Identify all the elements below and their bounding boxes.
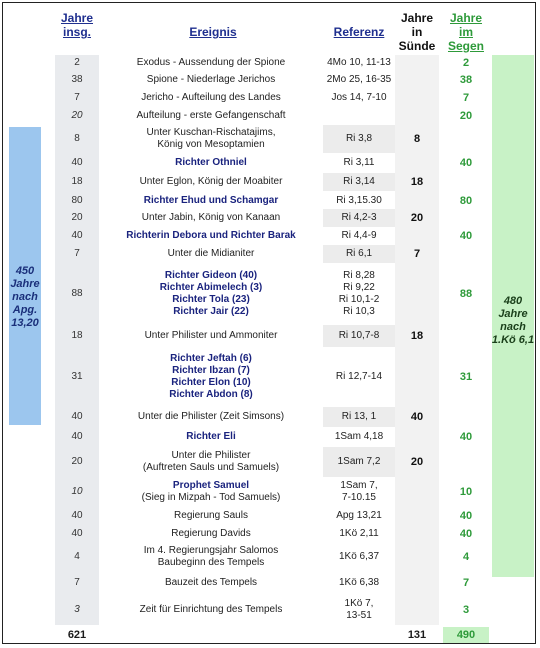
event-cell bbox=[101, 325, 321, 347]
table-row bbox=[3, 263, 537, 325]
blessing-years-cell: 3 bbox=[462, 604, 470, 616]
event-cell bbox=[101, 571, 321, 595]
reference-line: Ri 8,28 bbox=[343, 270, 375, 281]
blessing-years-cell bbox=[443, 407, 489, 427]
left-note-line: nach bbox=[12, 291, 38, 303]
event-line: Prophet Samuel bbox=[172, 480, 250, 491]
table-row bbox=[3, 173, 537, 191]
reference-line: 13-51 bbox=[346, 610, 372, 621]
table-row bbox=[3, 525, 537, 543]
event-line: Unter Kuschan-Rischatajims, bbox=[146, 127, 276, 138]
event-cell bbox=[101, 89, 321, 107]
years-cell: 40 bbox=[71, 431, 83, 442]
years-cell: 3 bbox=[74, 604, 80, 615]
sin-years-cell: 20 bbox=[410, 212, 424, 224]
blessing-years-cell: 7 bbox=[462, 577, 470, 589]
sin-years-cell: 20 bbox=[410, 456, 424, 468]
years-cell: 40 bbox=[71, 411, 83, 422]
reference-cell: Jos 14, 7-10 bbox=[331, 92, 387, 103]
sin-years-cell bbox=[395, 263, 439, 325]
event-cell bbox=[101, 125, 321, 153]
event-line: Regierung Davids bbox=[171, 528, 251, 539]
event-cell bbox=[101, 173, 321, 191]
years-cell: 7 bbox=[74, 248, 80, 259]
reference-cell: 1Kö 6,37 bbox=[338, 551, 380, 562]
years-cell: 7 bbox=[74, 577, 80, 588]
sin-years-cell bbox=[395, 525, 439, 543]
event-line: Baubeginn des Tempels bbox=[157, 557, 265, 568]
event-line: Richter Abimelech (3) bbox=[159, 282, 263, 293]
reference-cell: Ri 12,7-14 bbox=[335, 371, 383, 382]
event-line: Unter Jabin, König von Kanaan bbox=[141, 212, 281, 223]
event-line: Richter Elon (10) bbox=[171, 377, 251, 388]
blessing-years-cell: 38 bbox=[459, 74, 473, 86]
sin-years-cell: 8 bbox=[413, 133, 421, 145]
total-blessing: 490 bbox=[443, 627, 489, 643]
event-line: Im 4. Regierungsjahr Salomos bbox=[143, 545, 279, 556]
reference-cell bbox=[323, 595, 395, 625]
table-row bbox=[3, 543, 537, 571]
event-cell bbox=[101, 55, 321, 71]
blessing-years-cell: 40 bbox=[459, 157, 473, 169]
sin-years-cell bbox=[395, 55, 439, 71]
blessing-years-cell: 4 bbox=[462, 551, 470, 563]
years-cell: 18 bbox=[71, 330, 83, 341]
reference-cell: Ri 10,7-8 bbox=[323, 325, 395, 347]
table-frame bbox=[2, 2, 536, 644]
event-cell bbox=[101, 245, 321, 263]
event-cell bbox=[101, 153, 321, 173]
event-line: Richter Jeftah (6) bbox=[170, 353, 252, 364]
table-row bbox=[3, 227, 537, 245]
sin-years-cell bbox=[395, 71, 439, 89]
header-line: Jahre bbox=[400, 11, 434, 25]
left-note-line: 450 bbox=[15, 265, 35, 277]
table-row bbox=[3, 571, 537, 595]
blessing-years-cell bbox=[443, 125, 489, 153]
years-cell: 10 bbox=[71, 486, 83, 497]
table-row bbox=[3, 427, 537, 447]
sin-years-cell bbox=[395, 571, 439, 595]
blessing-years-cell: 7 bbox=[462, 92, 470, 104]
years-cell: 40 bbox=[71, 510, 83, 521]
table-row bbox=[3, 245, 537, 263]
left-note-line: Apg. bbox=[12, 304, 38, 316]
event-line: Unter die Philister (Zeit Simsons) bbox=[137, 411, 285, 422]
header-referenz: Referenz bbox=[333, 25, 385, 39]
event-line: (Sieg in Mizpah - Tod Samuels) bbox=[141, 492, 281, 503]
years-cell: 40 bbox=[71, 528, 83, 539]
blessing-years-cell bbox=[443, 173, 489, 191]
event-line: Richter Tola (23) bbox=[172, 294, 250, 305]
table-row bbox=[3, 595, 537, 625]
reference-cell: Ri 4,4-9 bbox=[341, 230, 377, 241]
header-jahre-sunde bbox=[395, 11, 439, 53]
reference-line: Ri 10,1-2 bbox=[338, 294, 380, 305]
blessing-years-cell bbox=[443, 209, 489, 227]
reference-line: 1Sam 7, bbox=[340, 480, 378, 491]
event-line: Aufteilung - erste Gefangenschaft bbox=[136, 110, 286, 121]
header-line: Jahre bbox=[60, 11, 94, 25]
event-line: (Auftreten Sauls und Samuels) bbox=[142, 462, 280, 473]
event-cell bbox=[101, 477, 321, 507]
blessing-years-cell: 40 bbox=[459, 528, 473, 540]
event-line: Richter Abdon (8) bbox=[169, 389, 253, 400]
reference-cell: 2Mo 25, 16-35 bbox=[326, 74, 392, 85]
sin-years-cell: 18 bbox=[410, 176, 424, 188]
header-line: Segen bbox=[447, 39, 484, 53]
sin-years-cell bbox=[395, 193, 439, 209]
reference-cell: Ri 6,1 bbox=[323, 245, 395, 263]
sin-years-cell: 40 bbox=[410, 411, 424, 423]
blessing-years-cell: 20 bbox=[459, 110, 473, 122]
event-line: Unter Eglon, König der Moabiter bbox=[139, 176, 283, 187]
years-cell: 88 bbox=[71, 288, 83, 299]
event-line: Spione - Niederlage Jerichos bbox=[146, 74, 276, 85]
event-line: Exodus - Aussendung der Spione bbox=[136, 57, 286, 68]
header-jahre-segen bbox=[443, 11, 489, 53]
reference-cell: Apg 13,21 bbox=[336, 510, 382, 521]
reference-cell: Ri 3,8 bbox=[323, 125, 395, 153]
reference-cell bbox=[323, 107, 395, 125]
reference-cell: 1Sam 7,2 bbox=[323, 447, 395, 477]
event-cell bbox=[101, 347, 321, 407]
reference-cell: 1Kö 2,11 bbox=[339, 528, 379, 539]
years-cell: 7 bbox=[74, 92, 80, 103]
header-jahre-insg bbox=[55, 11, 99, 39]
years-cell: 4 bbox=[74, 551, 80, 562]
reference-cell: 1Sam 4,18 bbox=[334, 431, 384, 442]
event-line: Unter Philister und Ammoniter bbox=[144, 330, 278, 341]
blessing-years-cell: 40 bbox=[459, 230, 473, 242]
header-line: in bbox=[411, 25, 423, 39]
sin-years-cell bbox=[395, 89, 439, 107]
years-cell: 40 bbox=[71, 157, 83, 168]
years-cell: 31 bbox=[71, 371, 83, 382]
table-row bbox=[3, 209, 537, 227]
blessing-years-cell bbox=[443, 325, 489, 347]
table-row bbox=[3, 347, 537, 407]
reference-cell: 1Kö 6,38 bbox=[338, 577, 380, 588]
sin-years-cell bbox=[395, 477, 439, 507]
right-note-line: Jahre bbox=[498, 308, 528, 320]
reference-line: 7-10.15 bbox=[342, 492, 376, 503]
sin-years-cell bbox=[395, 543, 439, 571]
reference-line: Ri 9,22 bbox=[343, 282, 375, 293]
event-line: Richter Othniel bbox=[175, 157, 247, 168]
reference-cell: 4Mo 10, 11-13 bbox=[327, 57, 391, 68]
event-cell bbox=[101, 193, 321, 209]
table-row bbox=[3, 447, 537, 477]
sin-years-cell: 7 bbox=[413, 248, 421, 260]
event-line: Richter Gideon (40) bbox=[164, 270, 258, 281]
reference-cell bbox=[323, 263, 395, 325]
event-line: Richter Ehud und Schamgar bbox=[143, 195, 279, 206]
event-cell bbox=[101, 407, 321, 427]
blessing-years-cell: 88 bbox=[459, 288, 473, 300]
sin-years-cell bbox=[395, 107, 439, 125]
blessing-years-cell: 40 bbox=[459, 431, 473, 443]
blessing-years-cell: 40 bbox=[459, 510, 473, 522]
event-cell bbox=[101, 595, 321, 625]
blessing-years-cell: 31 bbox=[459, 371, 473, 383]
sin-years-cell bbox=[395, 427, 439, 447]
blessing-years-cell bbox=[443, 447, 489, 477]
table-row bbox=[3, 407, 537, 427]
total-years: 621 bbox=[67, 629, 87, 641]
event-line: Regierung Sauls bbox=[174, 510, 248, 521]
event-line: Unter die Midianiter bbox=[167, 248, 255, 259]
header-line: im bbox=[458, 25, 473, 39]
left-note-line: Jahre bbox=[10, 278, 40, 290]
event-cell bbox=[101, 71, 321, 89]
right-note-line: 480 bbox=[503, 295, 523, 307]
table-row bbox=[3, 193, 537, 209]
header-line: insg. bbox=[62, 25, 91, 39]
event-line: Jericho - Aufteilung des Landes bbox=[141, 92, 281, 103]
event-line: Richterin Debora und Richter Barak bbox=[126, 230, 296, 241]
event-line: König von Mesoptamien bbox=[157, 139, 265, 150]
event-line: Bauzeit des Tempels bbox=[164, 577, 258, 588]
reference-line: Ri 10,3 bbox=[343, 306, 375, 317]
reference-cell: Ri 3,15.30 bbox=[336, 195, 382, 206]
reference-cell: Ri 3,14 bbox=[323, 173, 395, 191]
years-cell: 20 bbox=[71, 110, 83, 121]
sin-years-cell bbox=[395, 153, 439, 173]
event-cell bbox=[101, 209, 321, 227]
sin-years-cell bbox=[395, 227, 439, 245]
reference-line: 1Kö 7, bbox=[344, 598, 374, 609]
reference-cell: Ri 13, 1 bbox=[323, 407, 395, 427]
left-note-line: 13,20 bbox=[11, 317, 39, 329]
event-cell bbox=[101, 227, 321, 245]
years-cell: 20 bbox=[71, 212, 83, 223]
table-row bbox=[3, 153, 537, 173]
years-cell: 40 bbox=[71, 230, 83, 241]
years-cell: 8 bbox=[74, 133, 80, 144]
table-row bbox=[3, 55, 537, 71]
reference-cell bbox=[323, 477, 395, 507]
blessing-years-cell bbox=[443, 245, 489, 263]
table-row bbox=[3, 71, 537, 89]
years-cell: 38 bbox=[71, 74, 83, 85]
event-line: Richter Eli bbox=[186, 431, 236, 442]
years-cell: 18 bbox=[71, 176, 83, 187]
blessing-years-cell: 80 bbox=[459, 195, 473, 207]
event-cell bbox=[101, 543, 321, 571]
years-cell: 20 bbox=[71, 456, 83, 467]
header-line: Jahre bbox=[449, 11, 483, 25]
table-row bbox=[3, 89, 537, 107]
years-cell: 80 bbox=[71, 195, 83, 206]
event-line: Zeit für Einrichtung des Tempels bbox=[139, 604, 283, 615]
sin-years-cell bbox=[395, 507, 439, 525]
event-line: Richter Ibzan (7) bbox=[172, 365, 250, 376]
total-sin: 131 bbox=[407, 629, 427, 641]
reference-cell: Ri 3,11 bbox=[343, 157, 375, 168]
table-row bbox=[3, 107, 537, 125]
event-cell bbox=[101, 507, 321, 525]
table-row bbox=[3, 507, 537, 525]
event-cell bbox=[101, 263, 321, 325]
right-note-line: 1.Kö 6,1 bbox=[491, 334, 535, 346]
years-cell: 2 bbox=[74, 57, 80, 68]
table-row bbox=[3, 477, 537, 507]
right-note-line: nach bbox=[500, 321, 526, 333]
table-row bbox=[3, 125, 537, 153]
event-cell bbox=[101, 525, 321, 543]
sin-years-cell: 18 bbox=[410, 330, 424, 342]
event-line: Richter Jair (22) bbox=[173, 306, 249, 317]
header-ereignis: Ereignis bbox=[189, 25, 237, 39]
table-row bbox=[3, 325, 537, 347]
event-cell bbox=[101, 447, 321, 477]
event-line: Unter die Philister bbox=[171, 450, 251, 461]
sin-years-cell bbox=[395, 595, 439, 625]
event-cell bbox=[101, 427, 321, 447]
blessing-years-cell: 10 bbox=[459, 486, 473, 498]
event-cell bbox=[101, 107, 321, 125]
header-line: Sünde bbox=[398, 39, 436, 53]
sin-years-cell bbox=[395, 347, 439, 407]
blessing-years-cell: 2 bbox=[462, 57, 470, 69]
reference-cell: Ri 4,2-3 bbox=[323, 209, 395, 227]
